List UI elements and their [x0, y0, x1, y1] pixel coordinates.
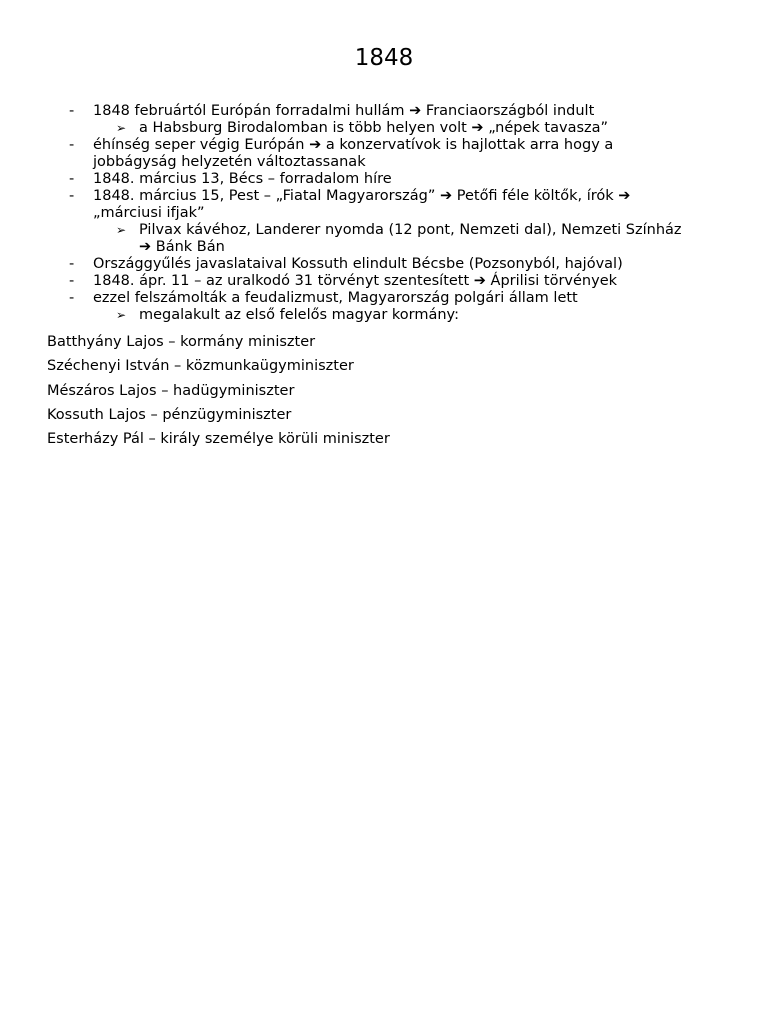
minister-line: Kossuth Lajos – pénzügyminiszter — [47, 407, 292, 423]
minister-line: Széchenyi István – közmunkaügyminiszter — [47, 358, 354, 374]
dash-marker: - — [69, 256, 75, 272]
minister-line: Mészáros Lajos – hadügyminiszter — [47, 383, 295, 399]
list-item-text: 1848. március 15, Pest – „Fiatal Magyarország” ➔ Petőfi féle költők, írók ➔ — [93, 188, 631, 204]
dash-marker: - — [69, 171, 75, 187]
arrowhead-bullet-icon: ➢ — [116, 121, 127, 135]
dash-marker: - — [69, 290, 75, 306]
arrowhead-bullet-icon: ➢ — [116, 308, 127, 322]
list-item-text: Pilvax kávéhoz, Landerer nyomda (12 pont, Nemzeti dal), Nemzeti Színház — [139, 222, 682, 238]
list-item-text: Országgyűlés javaslataival Kossuth elindult Bécsbe (Pozsonyból, hajóval) — [93, 256, 623, 272]
minister-line: Esterházy Pál – király személye körüli miniszter — [47, 431, 390, 447]
arrowhead-bullet-icon: ➢ — [116, 223, 127, 237]
list-item-text: 1848 februártól Európán forradalmi hullám ➔ Franciaországból indult — [93, 103, 595, 119]
dash-marker: - — [69, 188, 75, 204]
list-item-text: a Habsburg Birodalomban is több helyen volt ➔ „népek tavasza” — [139, 120, 609, 136]
list-item-text: jobbágyság helyzetén változtassanak — [93, 154, 366, 170]
list-item-text: 1848. március 13, Bécs – forradalom híre — [93, 171, 392, 187]
dash-marker: - — [69, 137, 75, 153]
dash-marker: - — [69, 273, 75, 289]
list-item-text: megalakult az első felelős magyar kormány: — [139, 307, 459, 323]
minister-line: Batthyány Lajos – kormány miniszter — [47, 334, 316, 350]
dash-marker: - — [69, 103, 75, 119]
list-item-text: „márciusi ifjak” — [93, 205, 205, 221]
list-item-text: éhínség seper végig Európán ➔ a konzervatívok is hajlottak arra hogy a — [93, 137, 614, 153]
list-item-text: ezzel felszámolták a feudalizmust, Magyarország polgári állam lett — [93, 290, 578, 306]
list-item-text: ➔ Bánk Bán — [139, 239, 225, 255]
page-title: 1848 — [354, 45, 414, 71]
list-item-text: 1848. ápr. 11 – az uralkodó 31 törvényt szentesített ➔ Áprilisi törvények — [93, 273, 618, 289]
